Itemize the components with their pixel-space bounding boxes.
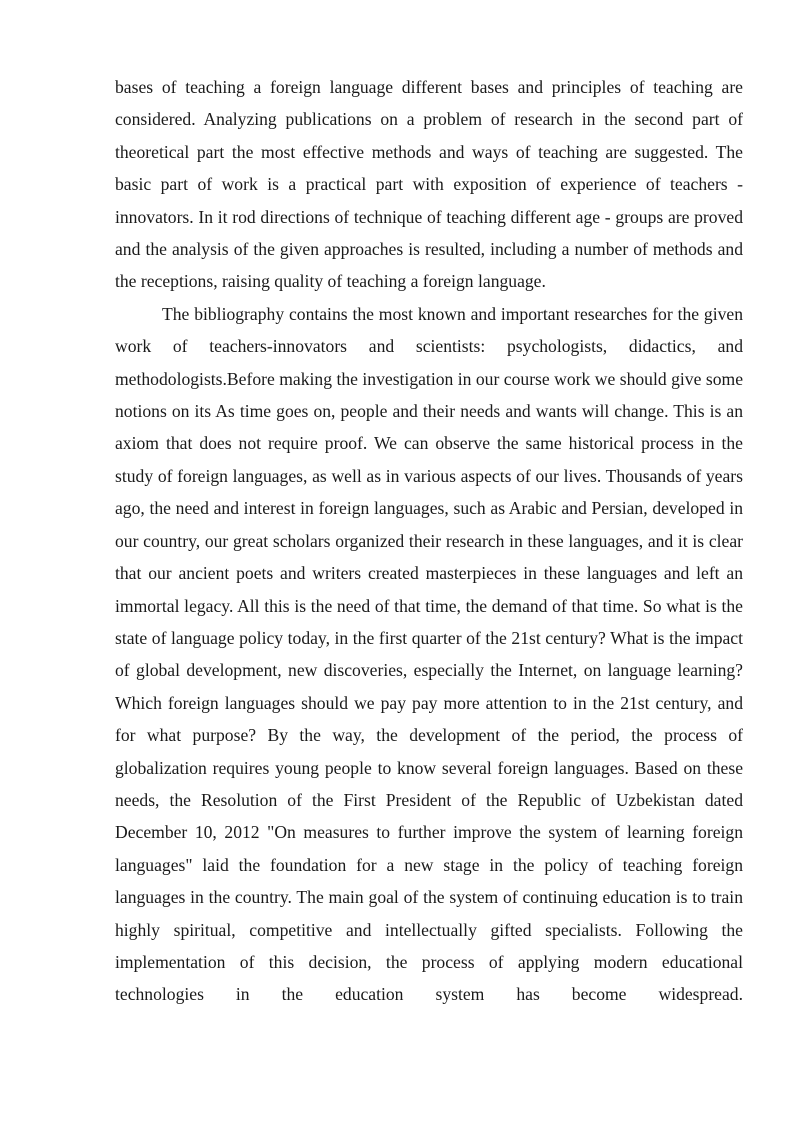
body-text [115, 71, 743, 1011]
paragraph-bibliography: The bibliography contains the most known and important researches for the given work of teachers-innovators and scientists: psychologists, didactics, and methodologists.Before making the investigation in our course work we should give some notions on its As time goes on, people and their needs and wants will change. This is an axiom that does not require proof. We can observe the same historical process in the study of foreign languages, as well as in various aspects of our lives. Thousands of years ago, the need and interest in foreign languages, such as Arabic and Persian, developed in our country, our great scholars organized their research in these languages, and it is clear that our ancient poets and writers created masterpieces in these languages and left an immortal legacy. All this is the need of that time, the demand of that time. So what is the state of language policy today, in the first quarter of the 21st century? What is the impact of global development, new discoveries, especially the Internet, on language learning? Which foreign languages should we pay pay more attention to in the 21st century, and for what purpose? By the way, the development of the period, the process of globalization requires young people to know several foreign languages. Based on these needs, the Resolution of the First President of the Republic of Uzbekistan dated December 10, 2012 "On measures to further improve the system of learning foreign languages" laid the foundation for a new stage in the policy of teaching foreign languages in the country. The main goal of the system of continuing education is to train highly spiritual, competitive and intellectually gifted specialists. Following the implementation of this decision, the process of applying modern educational technologies in the education system has become widespread. [115, 303, 743, 1005]
paragraph-continued: bases of teaching a foreign language different bases and principles of teaching are considered. Analyzing publications on a problem of research in the second part of theoretical part the most effective methods and ways of teaching are suggested. The basic part of work is a practical part with exposition of experience of teachers - innovators. In it rod directions of technique of teaching different age - groups are proved and the analysis of the given approaches is resulted, including a number of methods and the receptions, raising quality of teaching a foreign language. [115, 77, 743, 292]
